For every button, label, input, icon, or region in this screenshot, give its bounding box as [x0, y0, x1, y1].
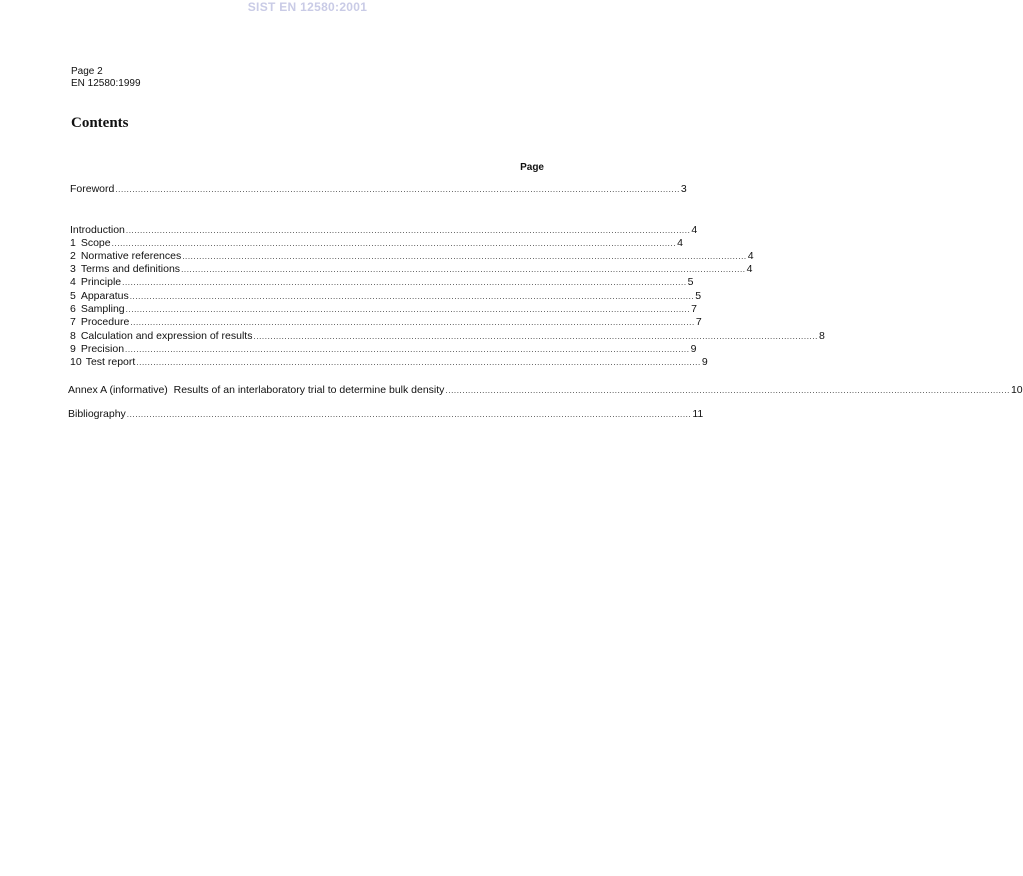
toc-entry-title: 8 Calculation and expression of results — [70, 330, 253, 342]
toc-entry-number: 8 — [70, 330, 76, 342]
toc-entry-page: 4 — [746, 263, 753, 275]
toc-entry-title: 10 Test report — [70, 356, 136, 368]
toc-entry-title: Bibliography — [68, 408, 126, 420]
toc-entry-title: Annex A (informative) Results of an interlaboratory trial to determine bulk density — [68, 384, 445, 396]
toc-leader: ........................................................................................................................................................................................................ — [181, 265, 746, 274]
toc-entry-title: 2 Normative references — [70, 250, 182, 262]
toc-leader: ........................................................................................................................................................................................................ — [125, 305, 691, 314]
toc-leader: ........................................................................................................................................................................................................ — [125, 345, 690, 354]
toc-entry-number: 7 — [70, 316, 76, 328]
toc-entry-page: 8 — [818, 330, 825, 342]
toc-entry-title: 5 Apparatus — [70, 290, 129, 302]
toc-entry-title: Introduction — [70, 224, 125, 236]
toc-leader: ........................................................................................................................................................................................................ — [445, 386, 1010, 395]
toc-entry-title: 9 Precision — [70, 343, 125, 355]
toc-entry-page: 3 — [680, 183, 687, 195]
toc-entry-title: Foreword — [70, 183, 115, 195]
toc-entry-sampling[interactable] — [70, 303, 697, 316]
page-number: Page 2 — [71, 66, 103, 77]
toc-entry-page: 5 — [695, 290, 702, 302]
toc-entry-title: 3 Terms and definitions — [70, 263, 181, 275]
toc-entry-page: 7 — [695, 316, 702, 328]
toc-entry-number: 10 — [70, 356, 82, 368]
toc-entry-title: 7 Procedure — [70, 316, 130, 328]
toc-leader: ........................................................................................................................................................................................................ — [130, 318, 695, 327]
toc-entry-title: 6 Sampling — [70, 303, 125, 315]
toc-entry-annex-a[interactable] — [68, 384, 1023, 397]
toc-entry-bibliography[interactable] — [68, 408, 704, 421]
toc-leader: ........................................................................................................................................................................................................ — [253, 332, 818, 341]
toc-entry-page: 11 — [692, 408, 704, 420]
toc-entry-calculation[interactable] — [70, 330, 825, 343]
toc-leader: ........................................................................................................................................................................................................ — [111, 239, 677, 248]
page-column-label: Page — [520, 162, 544, 173]
toc-entry-page: 5 — [687, 276, 694, 288]
document-id: EN 12580:1999 — [71, 78, 141, 89]
toc-entry-number: 9 — [70, 343, 76, 355]
toc-entry-title: 1 Scope — [70, 237, 111, 249]
toc-entry-number: 4 — [70, 276, 76, 288]
toc-entry-page: 10 — [1010, 384, 1023, 396]
toc-entry-number: 6 — [70, 303, 76, 315]
toc-leader: ........................................................................................................................................................................................................ — [115, 185, 680, 194]
toc-entry-terms-and-definitions[interactable] — [70, 263, 753, 276]
toc-entry-procedure[interactable] — [70, 316, 702, 329]
page-header — [71, 66, 141, 90]
toc-entry-page: 4 — [747, 250, 754, 262]
toc-entry-precision[interactable] — [70, 343, 697, 356]
toc-entry-test-report[interactable] — [70, 356, 708, 369]
contents-title: Contents — [71, 115, 129, 131]
toc-entry-page: 4 — [677, 237, 683, 249]
watermark: SIST EN 12580:2001 — [247, 0, 368, 14]
toc-entry-page: 7 — [691, 303, 697, 315]
toc-entry-page: 4 — [691, 224, 698, 236]
toc-entry-page: 9 — [690, 343, 697, 355]
toc-entry-introduction[interactable] — [70, 224, 698, 237]
toc-entry-number: 2 — [70, 250, 76, 262]
toc-leader: ........................................................................................................................................................................................................ — [122, 278, 687, 287]
toc-entry-foreword[interactable] — [70, 183, 687, 196]
toc-leader: ........................................................................................................................................................................................................ — [136, 358, 701, 367]
toc-entry-normative-references[interactable] — [70, 250, 754, 263]
toc-leader: ........................................................................................................................................................................................................ — [125, 226, 691, 235]
toc-entry-principle[interactable] — [70, 276, 694, 289]
toc-leader: ........................................................................................................................................................................................................ — [182, 252, 747, 261]
toc-leader: ........................................................................................................................................................................................................ — [129, 292, 695, 301]
toc-entry-number: 3 — [70, 263, 76, 275]
toc-leader: ........................................................................................................................................................................................................ — [126, 410, 692, 419]
toc-entry-number: 5 — [70, 290, 76, 302]
toc-entry-number: 1 — [70, 237, 76, 249]
toc-entry-scope[interactable] — [70, 237, 683, 250]
toc-entry-page: 9 — [701, 356, 708, 368]
toc-entry-title: 4 Principle — [70, 276, 122, 288]
toc-entry-apparatus[interactable] — [70, 290, 702, 303]
